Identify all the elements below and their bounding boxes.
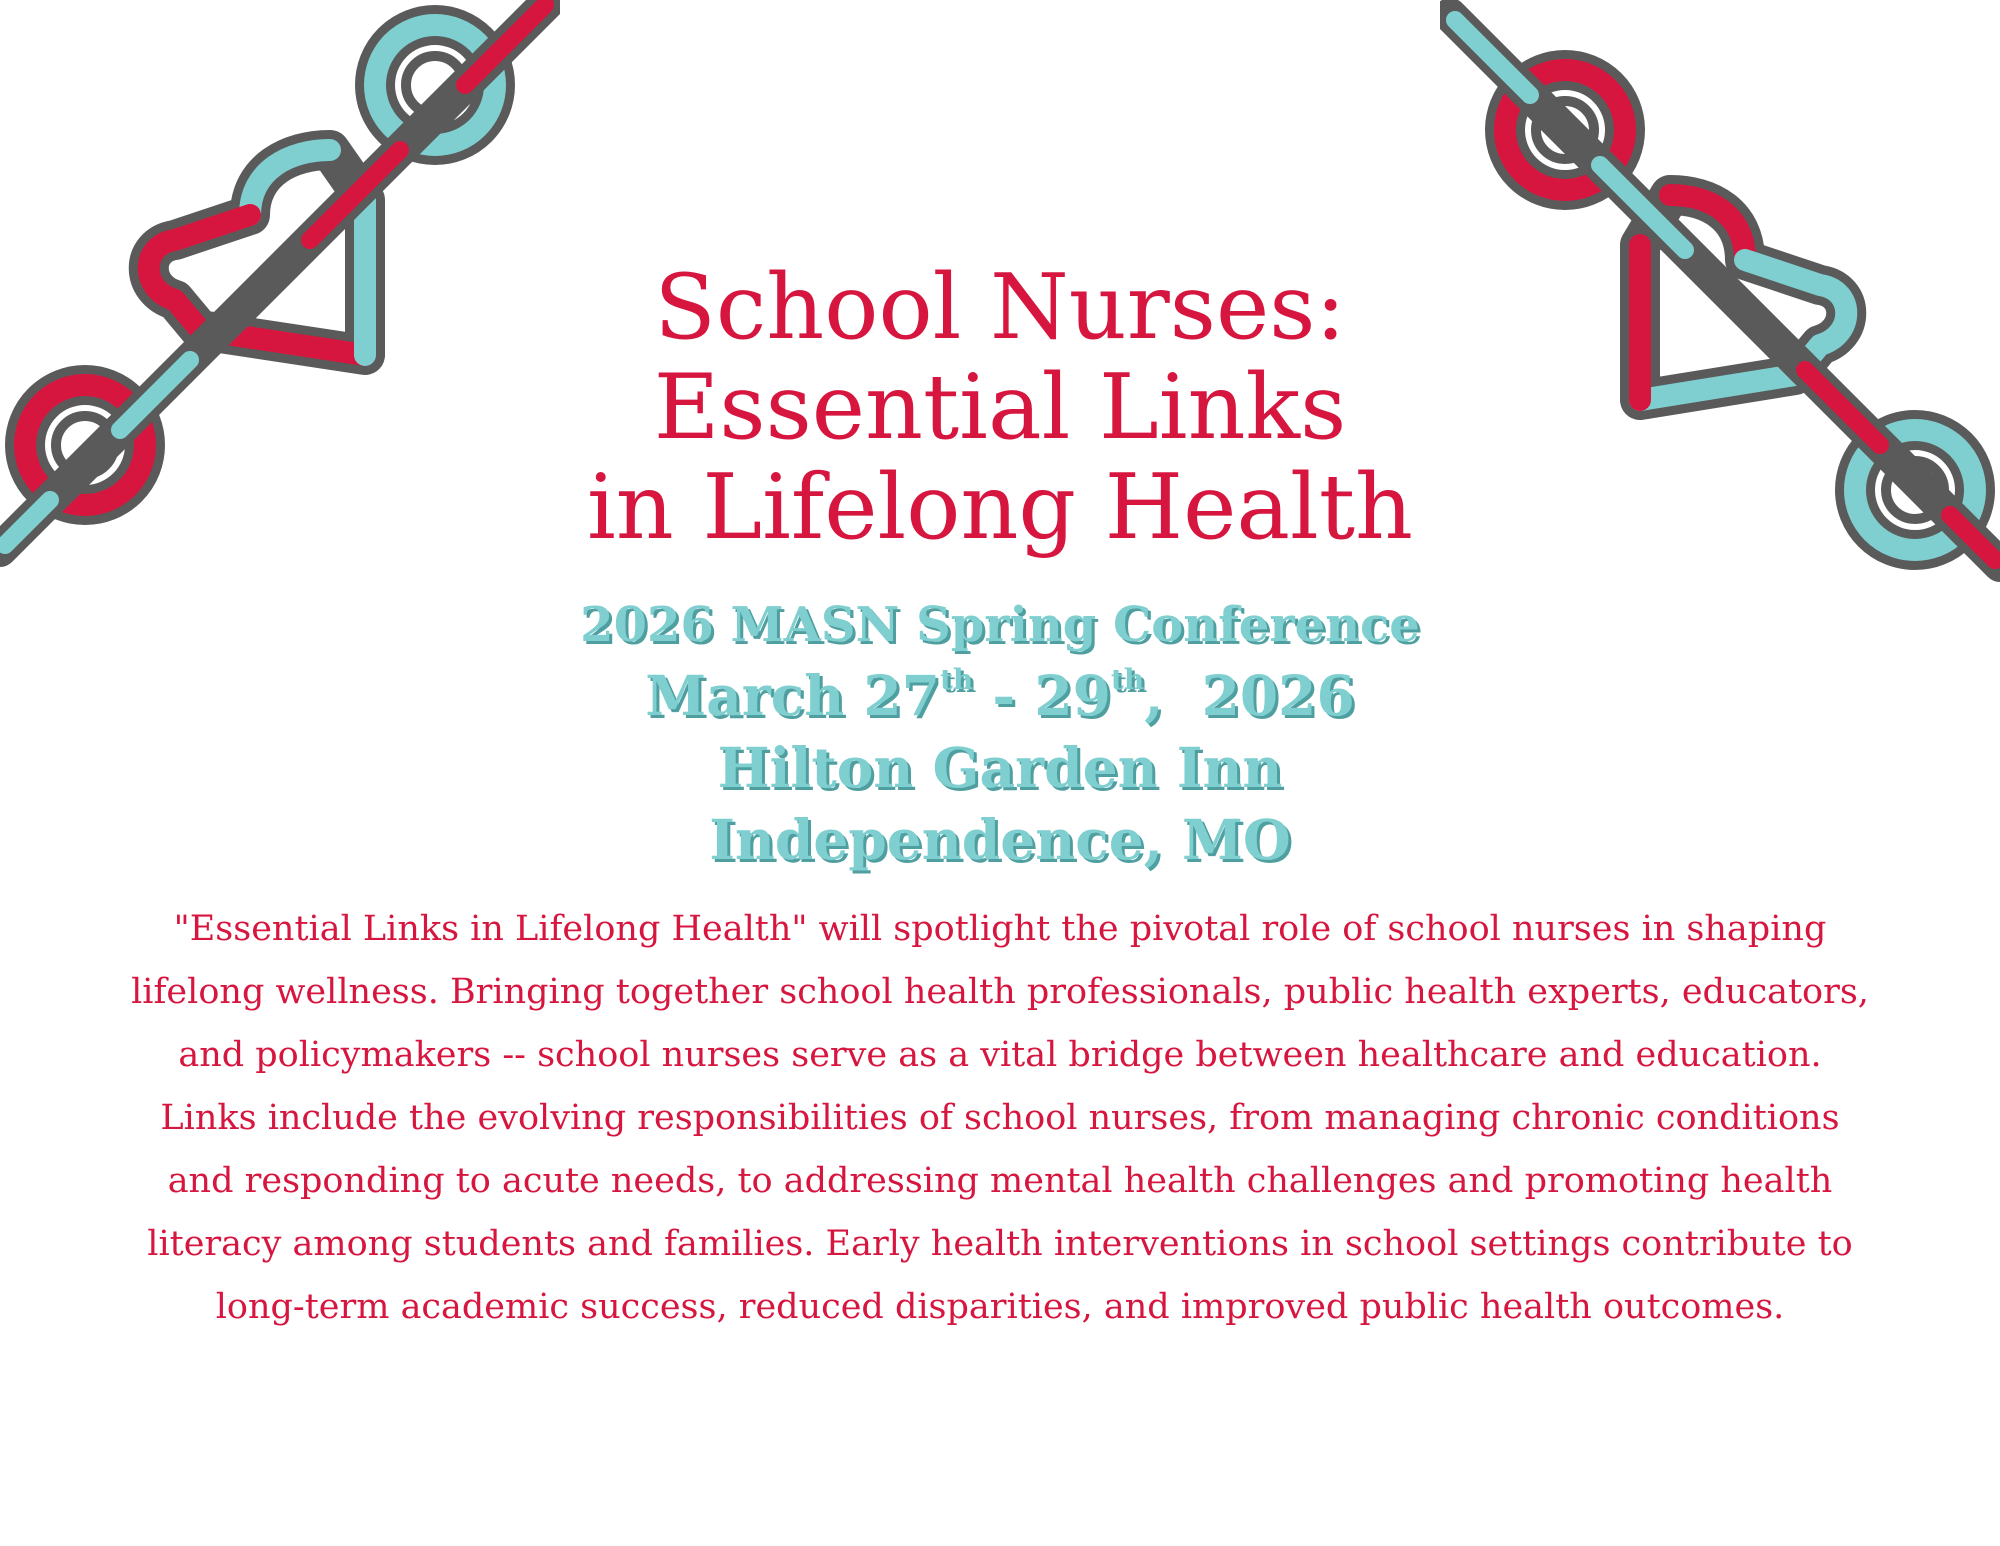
conference-venue: Hilton Garden Inn <box>717 735 1283 800</box>
event-title <box>0 255 2000 560</box>
date-start-suffix: th <box>939 663 974 696</box>
date-end-suffix: th <box>1110 663 1145 696</box>
conference-name: 2026 MASN Spring Conference <box>580 597 1420 653</box>
conference-location: Independence, MO <box>709 807 1291 872</box>
title-line-3: in Lifelong Health <box>587 455 1413 560</box>
conference-info <box>0 590 2000 876</box>
title-line-1: School Nurses: <box>654 255 1346 360</box>
description-paragraph-2: Links include the evolving responsibilities of school nurses, from managing chronic conditions and responding to acute needs, to addressing mental health challenges and promoting health literacy among students and families. Early health interventions in school settings contribute to long-term academic success, reduced disparities, and improved public health outcomes. <box>147 1098 1853 1327</box>
conference-dates <box>0 660 2000 732</box>
date-separator: - 29 <box>973 663 1111 728</box>
date-year: , 2026 <box>1144 663 1355 728</box>
date-start: March 27 <box>645 663 940 728</box>
description-paragraph-1: "Essential Links in Lifelong Health" will spotlight the pivotal role of school nurses in shaping lifelong wellness. Bringing together school health professionals, public health experts, educators, and policymakers -- school nurses serve as a vital bridge between healthcare and education. <box>131 909 1869 1075</box>
title-line-2: Essential Links <box>653 355 1347 460</box>
event-description <box>130 898 1870 1339</box>
